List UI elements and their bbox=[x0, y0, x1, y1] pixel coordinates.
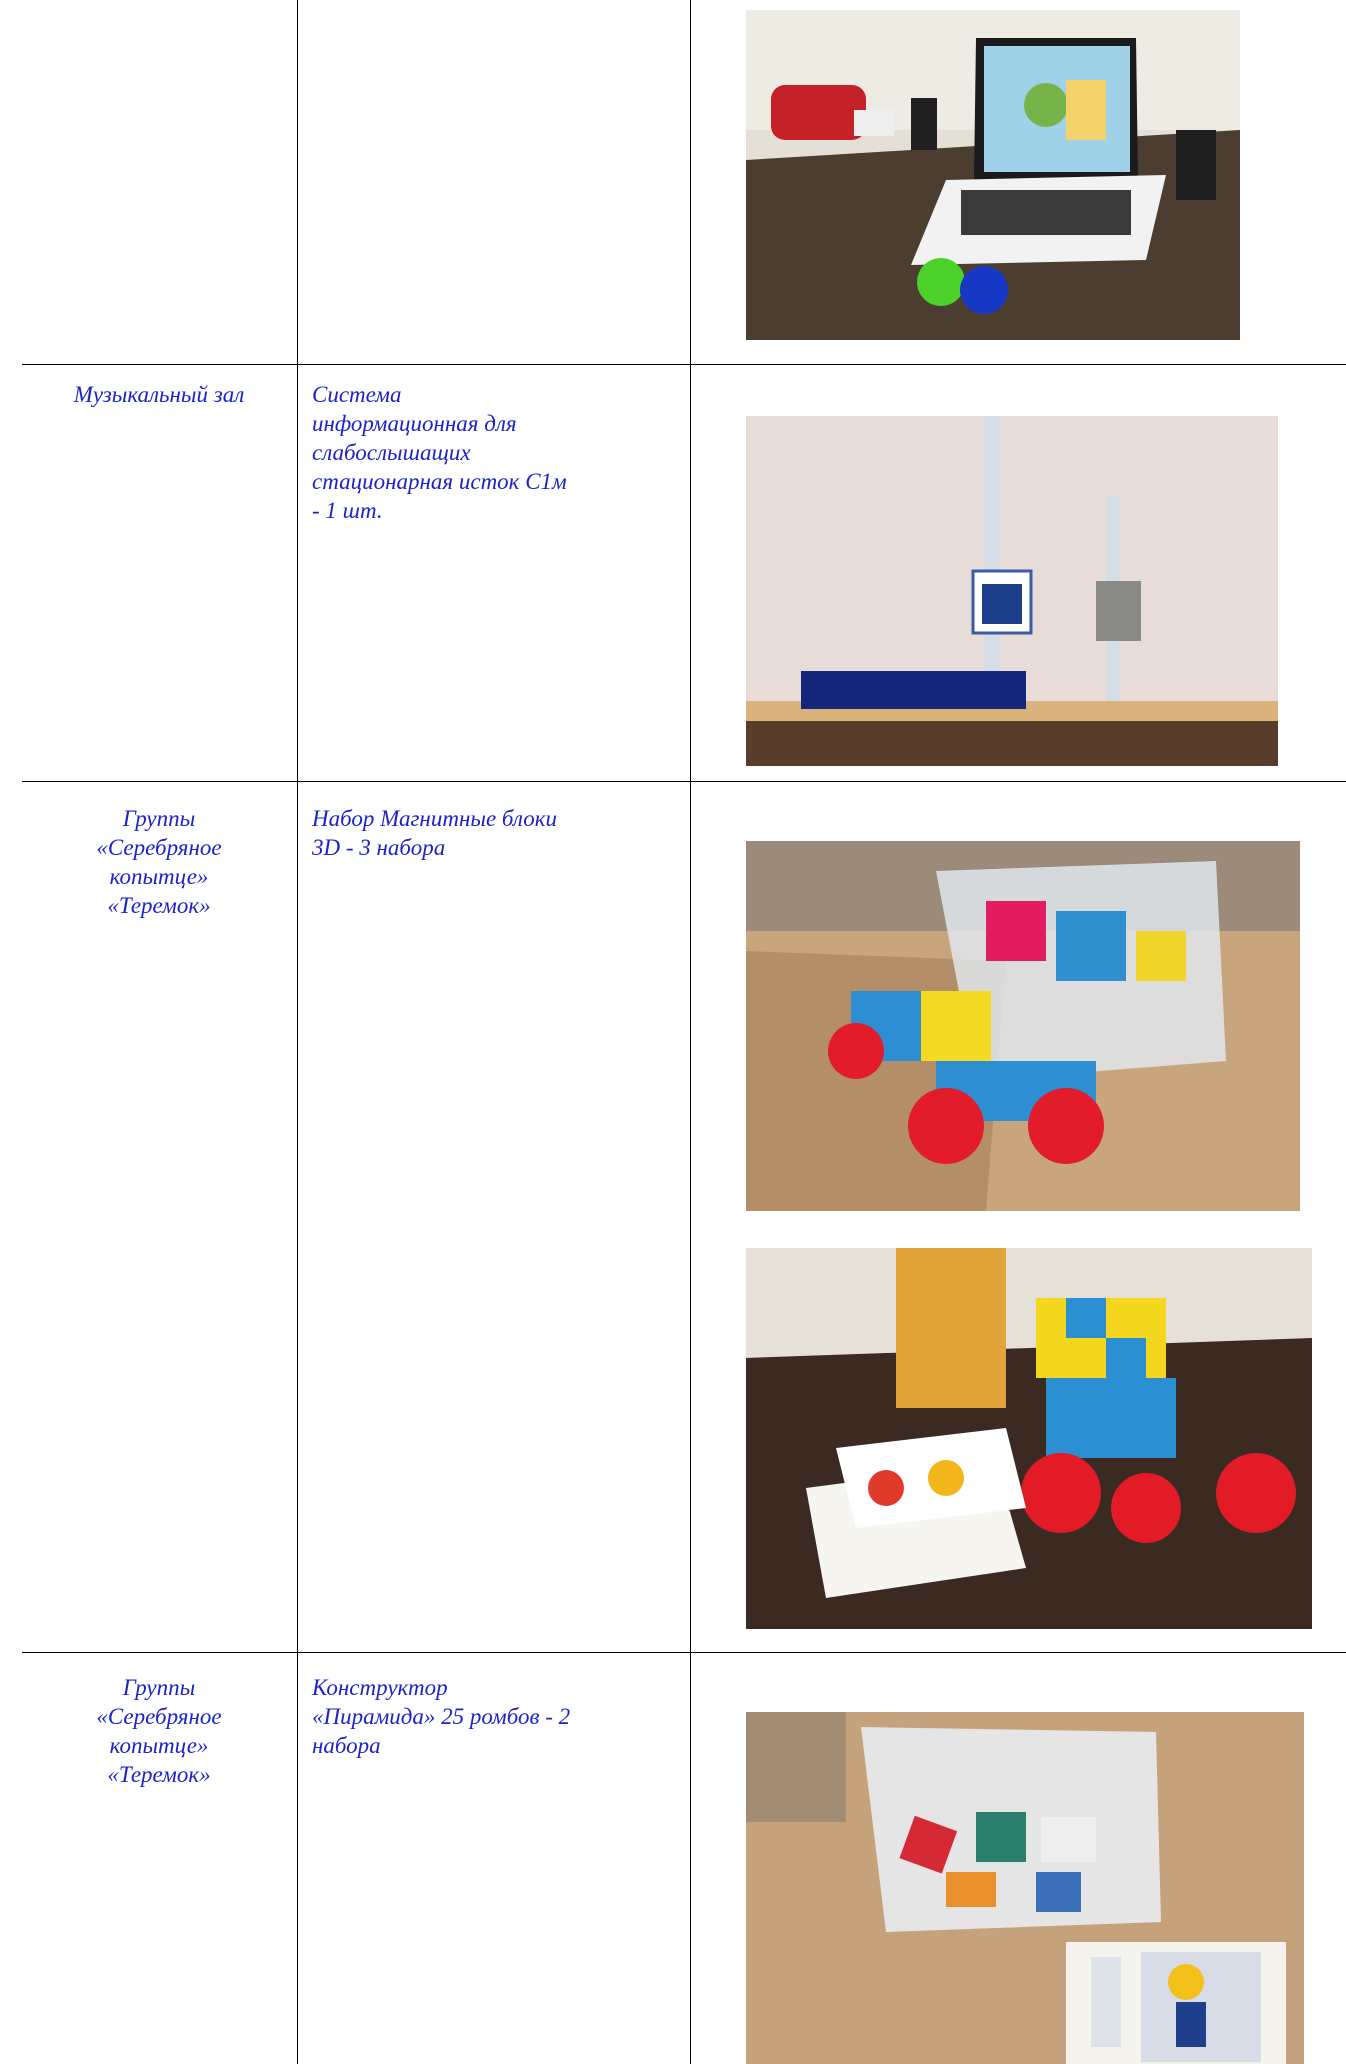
photo-pyramid-constructor bbox=[746, 1712, 1304, 2064]
row-divider bbox=[22, 1652, 1346, 1653]
photo-magnetic-blocks-box bbox=[746, 841, 1300, 1211]
item-description: Система информационная для слабослышащих стационарная исток С1м - 1 шт. bbox=[312, 382, 567, 523]
photo-magnetic-blocks-cards bbox=[746, 1248, 1312, 1629]
photo-laptop-speakers bbox=[746, 10, 1240, 340]
photo-hearing-loop-system bbox=[746, 416, 1278, 766]
item-description: Набор Магнитные блоки 3D - 3 набора bbox=[312, 806, 557, 860]
row-divider bbox=[22, 364, 1346, 365]
location-cell: Группы «Серебряное копытце» «Теремок» bbox=[96, 806, 222, 918]
column-divider bbox=[297, 0, 298, 2064]
location-cell: Группы «Серебряное копытце» «Теремок» bbox=[96, 1675, 222, 1787]
item-description: Конструктор «Пирамида» 25 ромбов - 2 набора bbox=[312, 1675, 571, 1758]
location-cell: Музыкальный зал bbox=[73, 382, 245, 407]
row-divider bbox=[22, 781, 1346, 782]
document-table bbox=[22, 0, 1346, 2064]
